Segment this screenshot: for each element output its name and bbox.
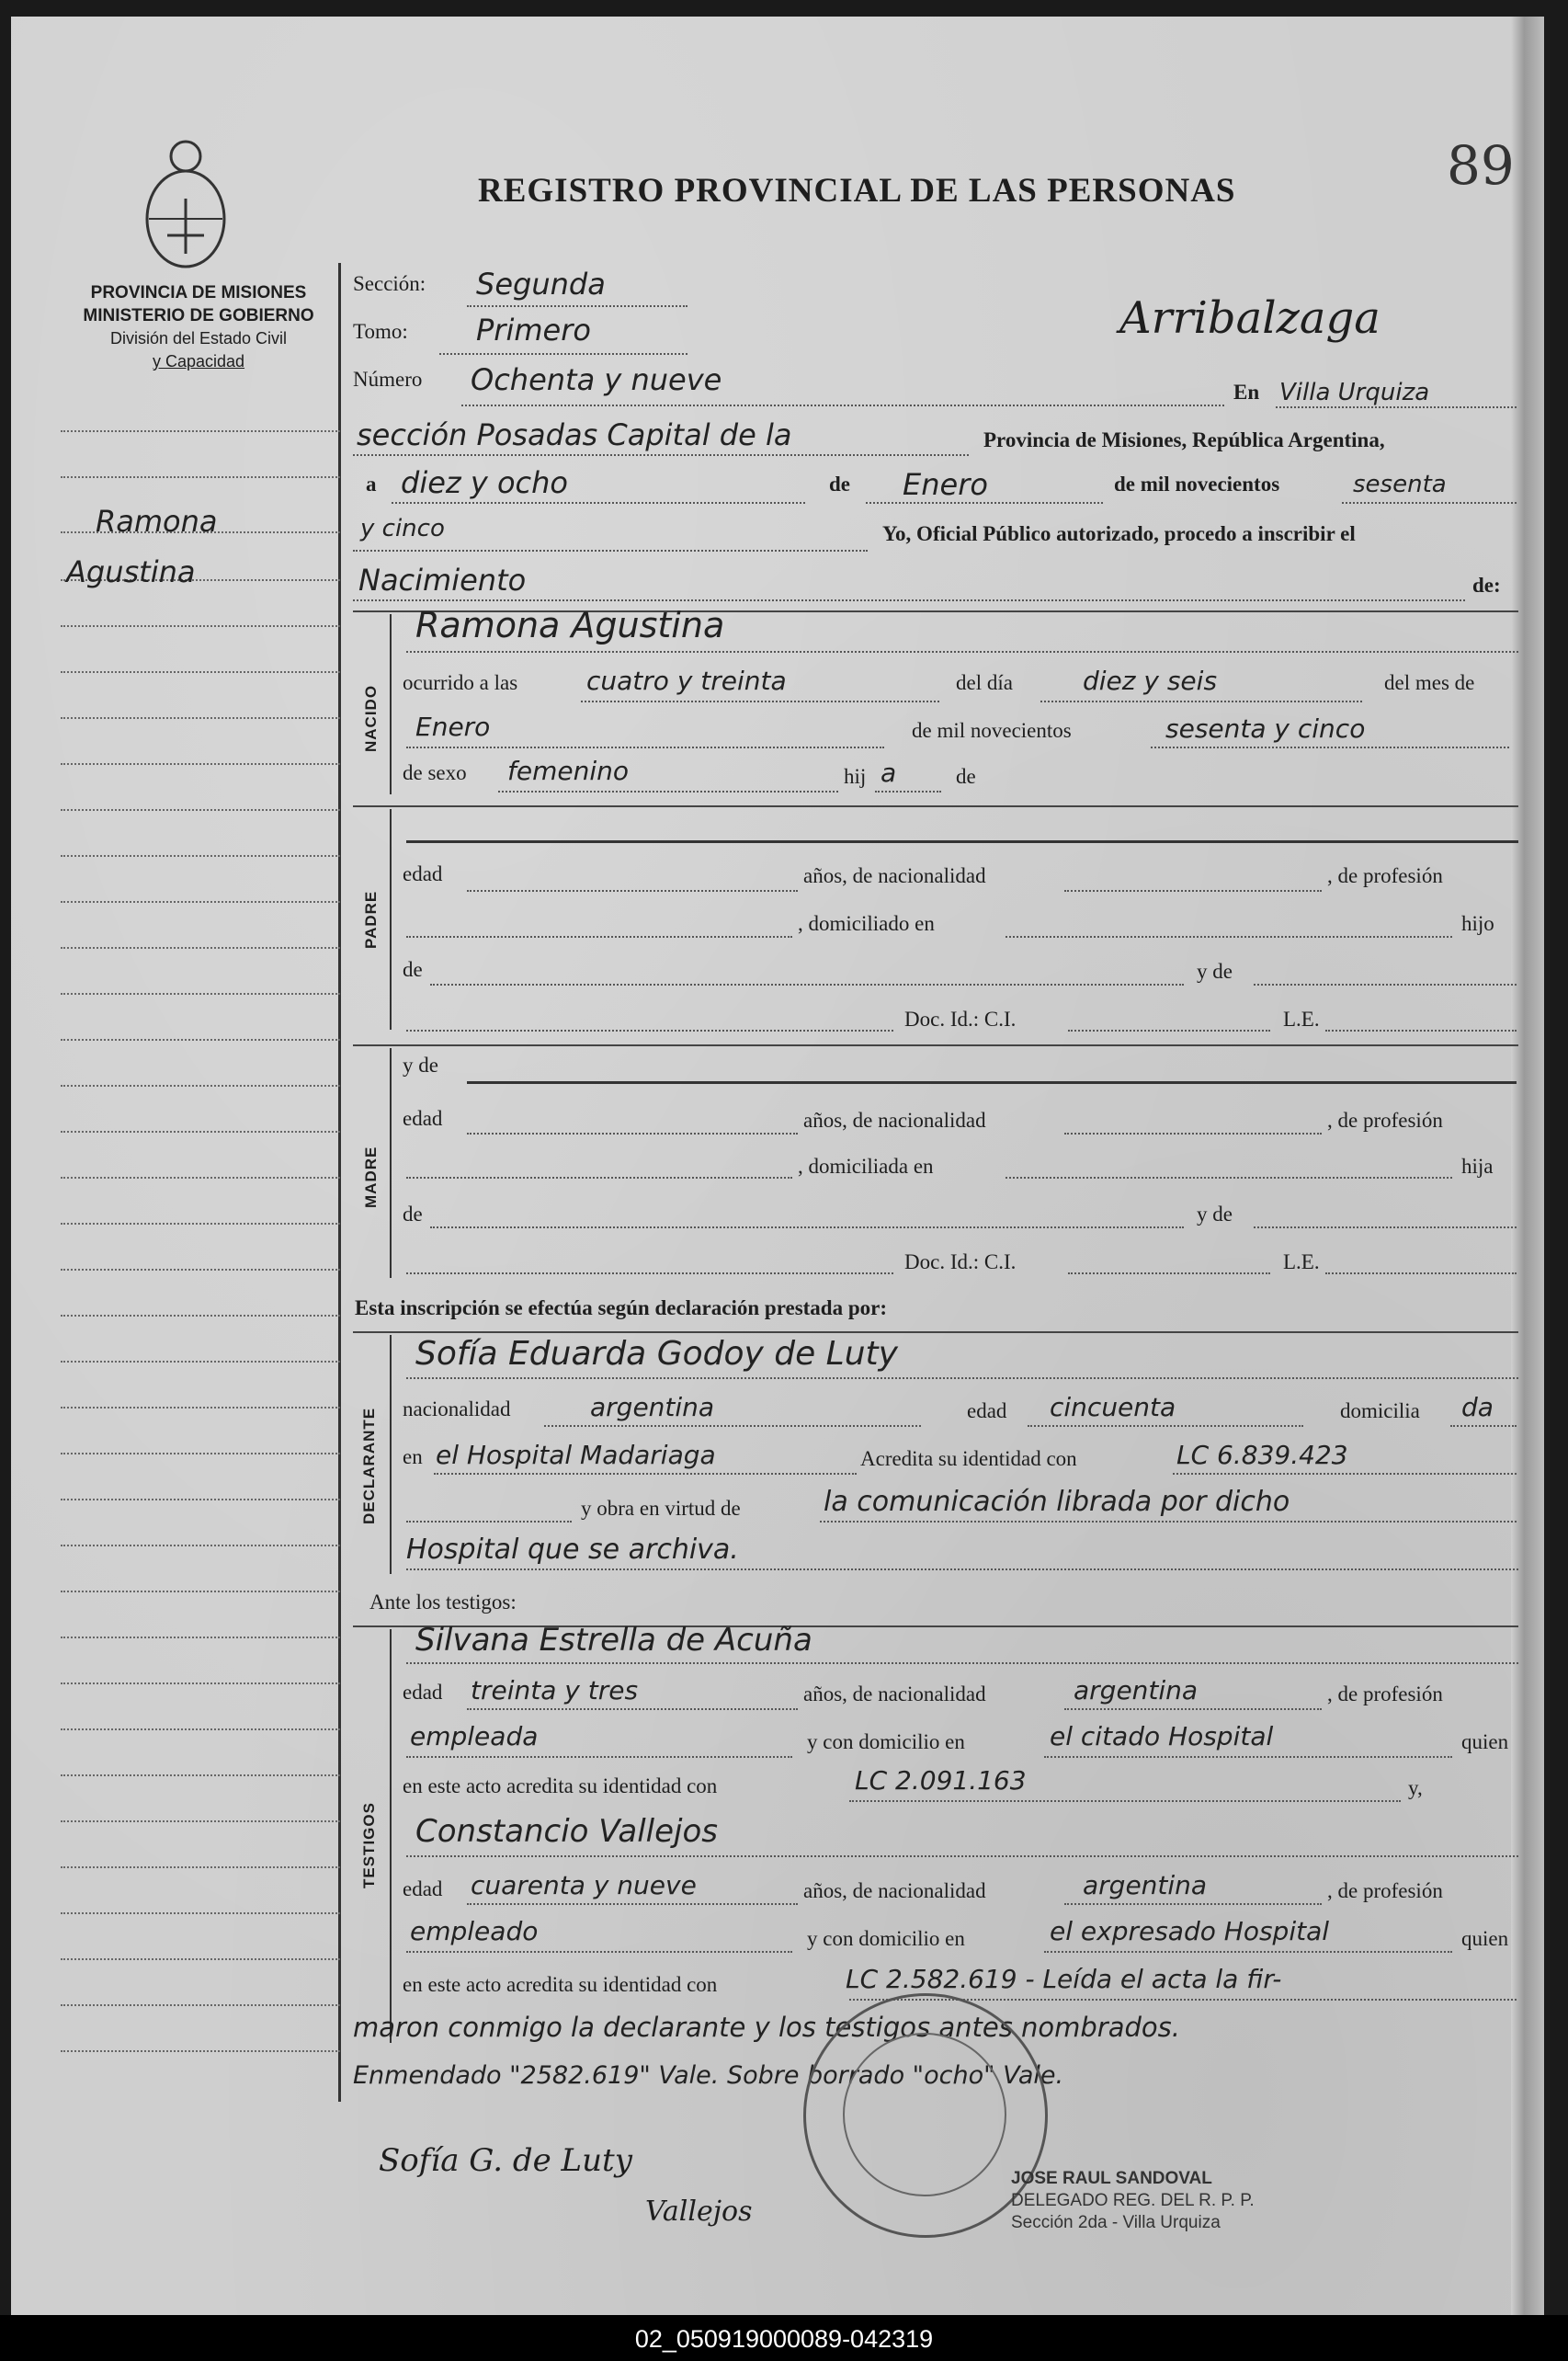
margin-divider — [338, 263, 341, 2102]
t1-value-edad: treinta y tres — [471, 1675, 639, 1705]
label-a: a — [366, 473, 377, 496]
label-de-colon: de: — [1472, 574, 1501, 597]
value-decl-documento: LC 6.839.423 — [1176, 1440, 1348, 1470]
registrar-stamp — [1011, 2168, 1255, 2234]
madre-label-y-de-2: y de — [1197, 1203, 1233, 1226]
padre-label-doc: Doc. Id.: C.I. — [904, 1008, 1017, 1031]
closing-line-2: Enmendado "2582.619" Vale. Sobre borrado "ocho" Vale. — [353, 2061, 1064, 2090]
value-decl-domicilio: el Hospital Madariaga — [436, 1440, 716, 1470]
office-line-4: y Capacidad — [152, 352, 245, 371]
value-decl-edad: cincuenta — [1050, 1392, 1176, 1422]
t2-label-acredita: en este acto acredita su identidad con — [403, 1973, 718, 1996]
value-hij-suffix: a — [881, 758, 897, 788]
t2-label-quien: quien — [1461, 1927, 1509, 1950]
label-de-mil: de mil novecientos — [1114, 473, 1280, 496]
witness-signature: Vallejos — [645, 2196, 753, 2228]
t2-label-nacionalidad: años, de nacionalidad — [803, 1879, 986, 1902]
t1-label-acredita: en este acto acredita su identidad con — [403, 1774, 718, 1797]
value-localidad: Villa Urquiza — [1279, 379, 1430, 406]
page-number: 89 — [1447, 134, 1515, 197]
madre-label-hija: hija — [1461, 1155, 1494, 1178]
label-provincia: Provincia de Misiones, República Argentina, — [983, 428, 1385, 451]
label-de: de — [829, 473, 850, 496]
declarant-signature: Sofía G. de Luty — [379, 2142, 632, 2179]
value-seccion: Segunda — [476, 267, 606, 302]
madre-label-de: de — [403, 1203, 423, 1226]
padre-label-nacionalidad: años, de nacionalidad — [803, 864, 986, 887]
madre-label-domiciliada: , domiciliada en — [798, 1155, 934, 1178]
label-esta-inscripcion: Esta inscripción se efectúa según declaración prestada por: — [355, 1296, 888, 1319]
office-heading — [51, 281, 346, 373]
value-anio-2: y cinco — [360, 515, 445, 542]
value-sexo: femenino — [507, 756, 629, 786]
t2-label-domicilio: y con domicilio en — [807, 1927, 965, 1950]
label-en: En — [1233, 381, 1260, 404]
t1-label-quien: quien — [1461, 1730, 1509, 1753]
margin-name-1: Ramona — [96, 504, 218, 539]
madre-label-le: L.E. — [1283, 1250, 1320, 1273]
side-label-testigos: TESTIGOS — [360, 1802, 378, 1888]
label-decl-obra: y obra en virtud de — [581, 1497, 741, 1520]
madre-label-nacionalidad: años, de nacionalidad — [803, 1109, 986, 1132]
t2-value-domicilio: el expresado Hospital — [1050, 1916, 1330, 1946]
value-seccion-line: sección Posadas Capital de la — [357, 417, 792, 452]
value-hora: cuatro y treinta — [586, 666, 787, 696]
t2-value-edad: cuarenta y nueve — [471, 1870, 697, 1900]
t2-label-edad: edad — [403, 1877, 443, 1900]
madre-label-doc: Doc. Id.: C.I. — [904, 1250, 1017, 1273]
padre-label-hijo: hijo — [1461, 912, 1494, 935]
padre-label-domiciliado: , domiciliado en — [798, 912, 935, 935]
value-decl-nacionalidad: argentina — [590, 1392, 715, 1422]
label-ante-testigos: Ante los testigos: — [369, 1591, 517, 1614]
label-de-2: de — [956, 765, 976, 788]
madre-label-y-de: y de — [403, 1054, 438, 1077]
label-decl-edad: edad — [967, 1399, 1007, 1422]
padre-label-profesion: , de profesión — [1327, 864, 1443, 887]
t1-value-nacionalidad: argentina — [1074, 1675, 1199, 1705]
value-acta: Nacimiento — [358, 563, 527, 598]
t1-label-y: y, — [1408, 1776, 1423, 1799]
padre-label-le: L.E. — [1283, 1008, 1320, 1031]
value-dia-nac: diez y seis — [1083, 666, 1218, 696]
t2-label-profesion: , de profesión — [1327, 1879, 1443, 1902]
side-label-madre: MADRE — [362, 1146, 380, 1208]
value-numero: Ochenta y nueve — [471, 362, 722, 397]
value-testigo-1: Silvana Estrella de Acuña — [415, 1622, 812, 1659]
t1-value-domicilio: el citado Hospital — [1050, 1721, 1274, 1751]
page-edge — [1511, 17, 1544, 2332]
document-page — [11, 17, 1544, 2332]
t2-value-profesion: empleado — [410, 1916, 539, 1946]
value-decl-obra-2: Hospital que se archiva. — [406, 1534, 739, 1566]
office-line-3: División del Estado Civil — [109, 329, 288, 348]
value-dia: diez y ocho — [401, 465, 568, 500]
t1-label-profesion: , de profesión — [1327, 1682, 1443, 1705]
value-anio: sesenta — [1353, 471, 1447, 498]
value-declarante: Sofía Eduarda Godoy de Luty — [415, 1335, 898, 1373]
coat-of-arms-icon — [140, 134, 232, 272]
label-yo: Yo, Oficial Público autorizado, procedo a inscribir el — [882, 522, 1356, 545]
t2-value-documento: LC 2.582.619 - Leída el acta la fir- — [846, 1964, 1282, 1994]
label-del-mes: del mes de — [1384, 671, 1475, 694]
page-title: REGISTRO PROVINCIAL DE LAS PERSONAS — [478, 172, 1236, 210]
madre-label-edad: edad — [403, 1107, 443, 1130]
t2-value-nacionalidad: argentina — [1083, 1870, 1208, 1900]
padre-label-edad: edad — [403, 862, 443, 885]
side-label-declarante: DECLARANTE — [360, 1407, 378, 1524]
value-testigo-2: Constancio Vallejos — [415, 1813, 718, 1850]
t1-label-domicilio: y con domicilio en — [807, 1730, 965, 1753]
t1-label-nacionalidad: años, de nacionalidad — [803, 1682, 986, 1705]
closing-line-1: maron conmigo la declarante y los testigos antes nombrados. — [353, 2012, 1180, 2043]
label-de-mil-2: de mil novecientos — [912, 719, 1072, 742]
value-anio-nac: sesenta y cinco — [1165, 713, 1366, 744]
side-label-nacido: NACIDO — [362, 684, 380, 752]
footer-bar — [0, 2315, 1568, 2361]
label-numero: Número — [353, 368, 423, 391]
value-tomo: Primero — [476, 313, 591, 348]
label-decl-domicilia: domicilia — [1340, 1399, 1420, 1422]
value-mes-nac: Enero — [415, 712, 491, 742]
label-sexo: de sexo — [403, 761, 467, 784]
margin-name-2: Agustina — [66, 554, 196, 589]
value-decl-dom-suffix: da — [1461, 1392, 1494, 1422]
t1-value-documento: LC 2.091.163 — [855, 1765, 1027, 1796]
value-mes: Enero — [903, 467, 988, 502]
t1-value-profesion: empleada — [410, 1721, 539, 1751]
label-del-dia: del día — [956, 671, 1013, 694]
registrar-section: Sección 2da - Villa Urquiza — [1011, 2213, 1221, 2232]
madre-label-profesion: , de profesión — [1327, 1109, 1443, 1132]
label-hij: hij — [844, 765, 867, 788]
office-line-2: MINISTERIO DE GOBIERNO — [83, 306, 314, 325]
registrar-name: JOSE RAUL SANDOVAL — [1011, 2169, 1212, 2188]
t1-label-edad: edad — [403, 1681, 443, 1704]
side-label-padre: PADRE — [362, 890, 380, 949]
label-decl-acredita: Acredita su identidad con — [860, 1447, 1077, 1470]
label-seccion: Sección: — [353, 272, 426, 295]
value-decl-obra: la comunicación librada por dicho — [824, 1486, 1290, 1518]
label-decl-nacionalidad: nacionalidad — [403, 1397, 511, 1420]
registrar-signature: Arribalzaga — [1119, 292, 1381, 344]
label-decl-en: en — [403, 1445, 423, 1468]
padre-label-y-de: y de — [1197, 960, 1233, 983]
footer-code: 02_050919000089-042319 — [634, 2325, 934, 2353]
padre-label-de: de — [403, 958, 423, 981]
office-line-1: PROVINCIA DE MISIONES — [90, 283, 307, 302]
registrar-role: DELEGADO REG. DEL R. P. P. — [1011, 2191, 1255, 2210]
label-ocurrido: ocurrido a las — [403, 671, 518, 694]
value-nombre: Ramona Agustina — [415, 605, 725, 645]
label-tomo: Tomo: — [353, 320, 408, 343]
